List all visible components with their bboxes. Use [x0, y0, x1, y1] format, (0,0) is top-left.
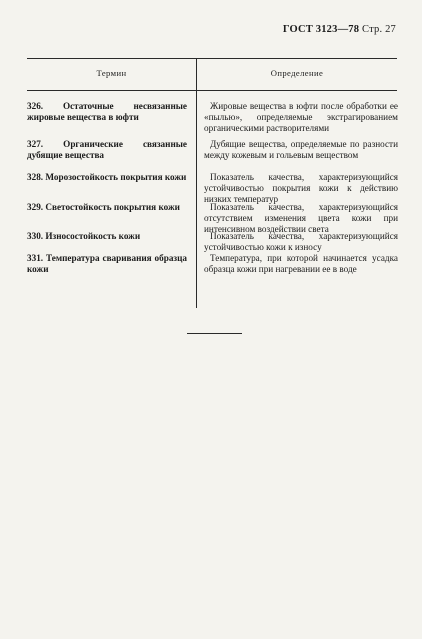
- term-number: 331.: [27, 253, 44, 263]
- term-number: 326.: [27, 101, 44, 111]
- term-text: Остаточные несвязанные жировые вещества в юфти: [27, 101, 187, 122]
- end-of-table-rule: [187, 333, 242, 334]
- table-column-divider: [196, 58, 197, 308]
- term-text: Износостойкость кожи: [45, 231, 141, 241]
- definition-cell: Дубящие вещества, определяемые по разности между кожевым и гольевым веществом: [204, 139, 398, 160]
- term-number: 330.: [27, 231, 44, 241]
- term-cell: [27, 202, 187, 213]
- definition-cell: Показатель качества, характеризующийся устойчивостью кожи к износу: [204, 231, 398, 252]
- page-header: [0, 24, 396, 35]
- definition-cell: Показатель качества, характеризующийся отсутствием изменения цвета кожи при интенсивном воздействии света: [204, 202, 398, 234]
- term-number: 327.: [27, 139, 44, 149]
- term-cell: [27, 253, 187, 275]
- definition-cell: Жировые вещества в юфти после обработки ее «пылью», определяемые экстрагированием органическими растворителями: [204, 101, 398, 133]
- page-number: Стр. 27: [362, 24, 396, 35]
- column-header-definition: Определение: [270, 68, 324, 78]
- term-text: Светостойкость покрытия кожи: [45, 202, 180, 212]
- column-header-term: Термин: [96, 68, 127, 78]
- definition-cell: Температура, при которой начинается усадка образца кожи при нагревании ее в воде: [204, 253, 398, 274]
- term-cell: [27, 101, 187, 123]
- definition-cell: Показатель качества, характеризующийся устойчивостью покрытия кожи к действию низких температур: [204, 172, 398, 204]
- term-text: Температура сваривания образца кожи: [27, 253, 187, 274]
- term-number: 328.: [27, 172, 44, 182]
- term-cell: [27, 231, 187, 242]
- term-text: Органические связанные дубящие вещества: [27, 139, 187, 160]
- terms-table: [27, 58, 397, 308]
- table-header-border: [27, 90, 397, 91]
- table-top-border: [27, 58, 397, 59]
- term-cell: [27, 172, 187, 183]
- standard-number: ГОСТ 3123—78: [282, 24, 360, 35]
- term-number: 329.: [27, 202, 44, 212]
- term-cell: [27, 139, 187, 161]
- term-text: Морозостойкость покрытия кожи: [45, 172, 187, 182]
